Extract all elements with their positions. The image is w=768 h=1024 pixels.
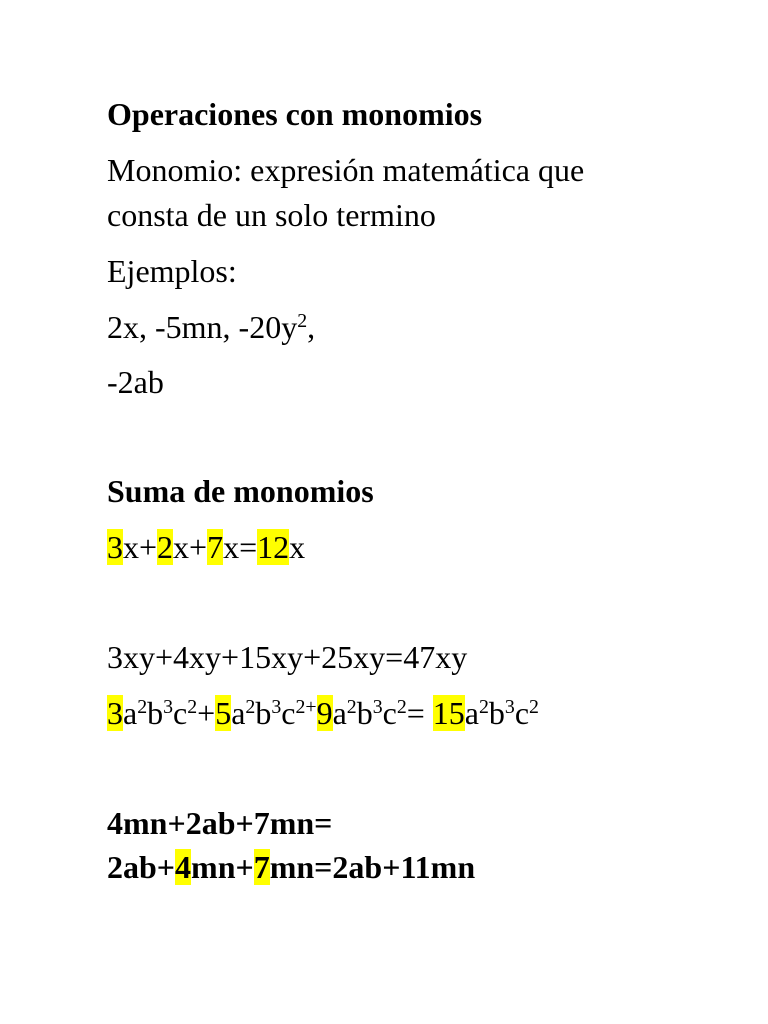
term-variable: x+ <box>123 529 158 565</box>
variable-c: c <box>382 695 397 731</box>
variable-a: a <box>123 695 138 731</box>
plus-sign: + <box>197 695 216 731</box>
exponent: 2 <box>297 310 308 333</box>
highlighted-coefficient: 9 <box>316 695 333 731</box>
highlighted-coefficient: 7 <box>253 849 270 885</box>
variable-b: b <box>255 695 272 731</box>
variable-a: a <box>231 695 246 731</box>
variable-a: a <box>332 695 347 731</box>
exponent: 2 <box>245 696 256 719</box>
variable-b: b <box>147 695 164 731</box>
definition-line-2: consta de un solo termino <box>107 197 436 233</box>
exponent: 2 <box>187 696 198 719</box>
variable-a: a <box>464 695 479 731</box>
term: mn=2ab+11mn <box>269 849 476 885</box>
examples-label: Ejemplos: <box>107 253 237 289</box>
variable-c: c <box>281 695 296 731</box>
highlighted-coefficient: 15 <box>432 695 465 731</box>
exponent: 2 <box>479 696 489 719</box>
exponent: 2 <box>137 696 148 719</box>
equation-4-line-1: 4mn+2ab+7mn= <box>107 805 333 841</box>
highlighted-coefficient: 3 <box>107 695 123 731</box>
highlighted-coefficient: 3 <box>107 529 123 565</box>
exponent: 2 <box>346 696 357 719</box>
equation-4-line-2 <box>107 848 475 886</box>
highlighted-coefficient: 5 <box>215 695 232 731</box>
exponent: 2 <box>529 696 539 719</box>
exponent: 3 <box>163 696 174 719</box>
highlighted-coefficient: 2 <box>157 529 174 565</box>
exponent: 2+ <box>295 696 317 719</box>
examples-terms: 2x, -5mn, -20y <box>107 309 298 345</box>
highlighted-coefficient: 12 <box>257 529 290 565</box>
highlighted-coefficient: 4 <box>175 849 192 885</box>
exponent: 3 <box>271 696 282 719</box>
equation-2: 3xy+4xy+15xy+25xy=47xy <box>107 639 468 675</box>
section-heading-suma: Suma de monomios <box>107 473 374 509</box>
variable-c: c <box>173 695 188 731</box>
examples-comma: , <box>307 309 316 345</box>
page-title: Operaciones con monomios <box>107 96 483 132</box>
term-variable: x= <box>223 529 258 565</box>
highlighted-coefficient: 7 <box>207 529 224 565</box>
term-variable: x+ <box>173 529 208 565</box>
variable-b: b <box>488 695 505 731</box>
term-variable: x <box>289 529 306 565</box>
examples-line-1 <box>107 308 315 346</box>
examples-line-2: -2ab <box>107 364 164 400</box>
term: 2ab+ <box>107 849 176 885</box>
definition-line-1: Monomio: expresión matemática que <box>107 152 585 188</box>
exponent: 2 <box>396 696 407 719</box>
exponent: 3 <box>504 696 515 719</box>
variable-c: c <box>514 695 530 731</box>
equals-sign: = <box>406 695 433 731</box>
exponent: 3 <box>372 696 383 719</box>
term: mn+ <box>191 849 254 885</box>
variable-b: b <box>356 695 373 731</box>
equation-3 <box>107 694 539 732</box>
equation-1 <box>107 528 305 566</box>
